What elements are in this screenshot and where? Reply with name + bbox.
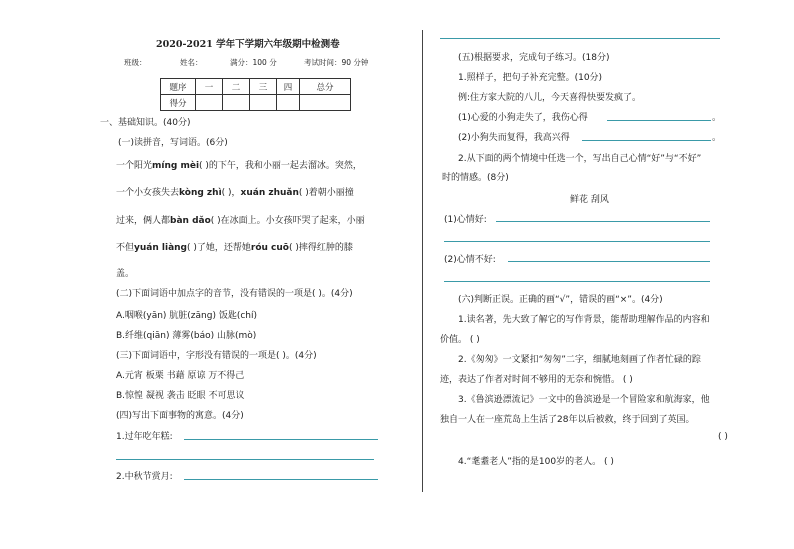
score-cell[interactable] <box>250 95 277 111</box>
question-title: (四)写出下面事物的寓意。(4分) <box>116 411 244 421</box>
pinyin: kòng zhì <box>179 188 222 198</box>
answer-blank[interactable]: ( )摔得红肿的膝 <box>288 243 353 253</box>
answer-blank[interactable]: ( )， <box>221 188 241 198</box>
score-table <box>160 78 351 111</box>
answer-line[interactable] <box>444 281 710 282</box>
pinyin: xuán zhuǎn <box>240 188 299 198</box>
table-cell: 总分 <box>300 79 351 95</box>
question-title: (六)判断正误。正确的画“√”，错误的画“×”。(4分) <box>458 295 663 305</box>
score-table-header-row <box>161 79 351 95</box>
answer-line[interactable] <box>496 221 710 222</box>
question-title: (五)根据要求，完成句子练习。(18分) <box>458 53 610 63</box>
exam-title: 2020-2021 学年下学期六年级期中检测卷 <box>156 39 340 50</box>
answer-blank[interactable]: ( ) <box>718 432 728 442</box>
option-a: A.元宵 板栗 书藉 原谅 万不得己 <box>116 371 245 381</box>
judge-item: 3.《鲁滨逊漂流记》一文中的鲁滨逊是一个冒险家和航海家，他 <box>458 395 710 405</box>
sentence-prompt: (2)小狗失而复得，我高兴得 <box>458 133 570 143</box>
answer-line[interactable] <box>444 241 710 242</box>
section-title: 一、基础知识。(40分) <box>100 118 191 128</box>
table-cell: 二 <box>223 79 250 95</box>
answer-blank[interactable]: ( )在冰面上。小女孩吓哭了起来，小丽 <box>210 216 365 226</box>
answer-line[interactable] <box>582 140 711 141</box>
question-item: 2.中秋节赏月: <box>116 472 173 482</box>
paragraph-line: 盖。 <box>116 269 135 279</box>
text-span: 一个小女孩失去 <box>116 188 180 198</box>
answer-line[interactable] <box>184 439 378 440</box>
answer-line[interactable] <box>440 38 720 39</box>
question-title: (二)下面词语中加点字的音节，没有错误的一项是( )。(4分) <box>116 289 353 299</box>
option-b: B.惊惶 凝视 袭击 眨眼 不可思议 <box>116 391 245 401</box>
paragraph-line <box>116 185 354 198</box>
period: 。 <box>712 133 722 143</box>
score-table-score-row <box>161 95 351 111</box>
option-a: A.咽喉(yān) 肮脏(zāng) 饭匙(chí) <box>116 311 258 321</box>
question-item: 1.过年吃年糕: <box>116 432 173 442</box>
paragraph-line <box>116 158 362 171</box>
judge-item: 4.“耄耋老人”指的是100岁的老人。 ( ) <box>458 457 614 467</box>
judge-item: 2.《匆匆》一文紧扣“匆匆”二字，细腻地刻画了作者忙碌的踪 <box>458 355 701 365</box>
exam-time: 考试时间：90 分钟 <box>304 58 369 67</box>
paragraph-line <box>116 240 353 253</box>
question-item: 1.照样子，把句子补充完整。(10分) <box>458 73 603 83</box>
column-divider <box>422 30 423 492</box>
table-cell: 得分 <box>161 95 196 111</box>
answer-line[interactable] <box>508 261 710 262</box>
score-cell[interactable] <box>223 95 250 111</box>
sentence-prompt: (1)心爱的小狗走失了，我伤心得 <box>458 113 588 123</box>
table-cell: 一 <box>196 79 223 95</box>
judge-item: 价值。 ( ) <box>440 335 480 345</box>
paragraph-line <box>116 213 365 226</box>
class-label: 班级： <box>124 58 147 67</box>
table-cell: 题序 <box>161 79 196 95</box>
pinyin: míng mèi <box>152 161 200 171</box>
answer-blank[interactable]: ( )的下午，我和小丽一起去溜冰。突然， <box>199 161 362 171</box>
score-cell[interactable] <box>196 95 223 111</box>
answer-line[interactable] <box>116 459 374 460</box>
answer-line[interactable] <box>607 120 711 121</box>
judge-item: 迹，表达了作者对时间不够用的无奈和惋惜。 ( ) <box>440 375 633 385</box>
text-span: 不但 <box>116 243 135 253</box>
name-label: 姓名： <box>180 58 203 67</box>
pinyin: róu cuō <box>250 243 289 253</box>
full-score: 满分：100 分 <box>230 58 277 67</box>
example-sentence: 例:住方家大院的八儿，今天喜得快要发疯了。 <box>458 93 642 103</box>
mood-good-label: (1)心情好: <box>444 215 487 225</box>
mood-bad-label: (2)心情不好: <box>444 255 496 265</box>
pinyin: bàn dǎo <box>170 216 211 226</box>
text-span: 过来，俩人都 <box>116 216 171 226</box>
scene-options: 鲜花 刮风 <box>570 195 609 205</box>
table-cell: 三 <box>250 79 277 95</box>
question-item: 2.从下面的两个情境中任选一个，写出自己心情“好”与“不好” <box>458 154 702 164</box>
score-cell[interactable] <box>277 95 300 111</box>
answer-line[interactable] <box>184 479 378 480</box>
question-title: (三)下面词语中，字形没有错误的一项是( )。(4分) <box>116 351 317 361</box>
answer-blank[interactable]: ( )着朝小丽撞 <box>298 188 354 198</box>
answer-blank[interactable]: ( )了她，还帮她 <box>187 243 251 253</box>
question-title: (一)读拼音，写词语。(6分) <box>118 138 228 148</box>
question-item: 时的情感。(8分) <box>442 173 509 183</box>
judge-item: 1.读名著，先大致了解它的写作背景，能帮助理解作品的内容和 <box>458 315 710 325</box>
judge-item: 独自一人在一座荒岛上生活了28年以后被救，终于回到了英国。 <box>440 415 695 425</box>
period: 。 <box>712 113 722 123</box>
score-cell[interactable] <box>300 95 351 111</box>
text-span: 一个阳光 <box>116 161 153 171</box>
option-b: B.纤维(qiān) 薄雾(báo) 山脉(mò) <box>116 331 257 341</box>
table-cell: 四 <box>277 79 300 95</box>
pinyin: yuán liàng <box>134 243 187 253</box>
